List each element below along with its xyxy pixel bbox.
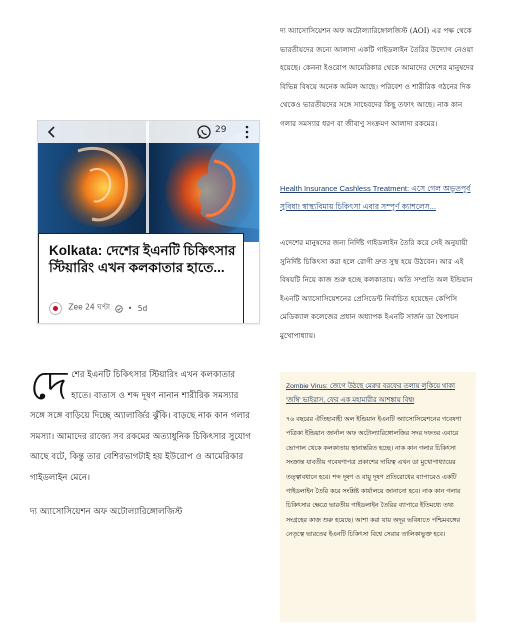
right-column [280,0,476,635]
whatsapp-icon[interactable] [196,124,212,140]
related-box [280,372,476,622]
drop-cap: দে [30,363,68,409]
card-body[interactable] [38,233,244,323]
share-count: 29 [215,125,227,135]
left-paragraph-2: দ্য অ্যাসোসিয়েশন অফ অটোল্যারিঙ্গোলজিস্ট [30,507,183,517]
left-column [30,0,252,635]
zee-logo-icon [49,302,62,315]
lead-text: শের ইএনটি চিকিৎসার স্টিয়ারিং এখন কলকাতার হাতে। বাতাস ও শব্দ দূষণ নানান শারীরিক সমস্যার সঙ্গে সঙ্গে বাড়িয়ে দিচ্ছে অ্যালার্জির ঝুঁকি। বাড়ছে নাক কান গলার সমস্যা। আমাদের রাজ্যে সব রকমের অত্যাধুনিক চিকিৎসার সুযোগ আছে বটে, কিন্তু তার বেশিরভাগটাই হয় ইউরোপ ও আমেরিকার গাইডলাইন মেনে। [30,370,251,483]
more-vertical-icon[interactable] [244,124,250,140]
right-paragraph-1: দ্য অ্যাসোসিয়েশন অফ অটোল্যারিঙ্গোলজিস্ট (AOI) এর পক্ষ থেকে ভারতীয়দের জন্যে আলাদা একটি গাইডলাইন তৈরির উদ্যোগ নেওয়া হয়েছে। কেননা ইওরোপ আমেরিকার থেকে আমাদের দেশের মানুষদের বিভিন্ন বিষয়ে অনেক অমিল আছে। পরিবেশ ও শারীরিক গঠনের দিক থেকেও ভারতীয়দের সঙ্গে সাহেবদের কিছু তফাৎ আছে। নাক কান গলার সমস্যার ধরণ বা জীবাণু সংক্রমণ আলাদা রকমের। [280,26,474,128]
meta-separator: • [127,304,133,313]
right-paragraph-3: ৭৬ বছরের ঐতিহ্যবাহী অল ইন্ডিয়ান ইএনটি অ্যাসোসিয়েশনের গবেষণা পত্রিকা ইন্ডিয়ান জার্নাল অফ অটোল্যারিঙ্গোলজির সদর দফতর এবারে ভোপাল থেকে কলকাতায় স্থানান্তরিত হচ্ছে। নাক কান গলার চিকিৎসা সংক্রান্ত যাবতীয় গবেষণাপত্র প্রকাশের দায়িত্ব এখন ডা মুখোপাধ্যায়ের তত্ত্বাবধানে হবে। শব্দ দূষণ ও বায়ু দূষণ প্রতিরোধের ব্যাপারেও একটি গাইডলাইন তৈরি করে সংশ্লিষ্ট কার্যালয়ে জানানো হবে। নাক কান গলার চিকিৎসার ক্ষেত্রে ভারতীয় গাইডলাইন তৈরির ব্যাপারে ইতিমধ্যে তথ্য সংগ্রহের কাজ শুরু হয়েছে। আশা করা যায় অদূর ভবিষ্যতে পশ্চিমবঙ্গের নেতৃত্বে ভারতের ইএনটি চিকিৎসা বিশ্বে সেরার তালিকাভুক্ত হবে। [286,416,462,539]
card-title[interactable]: Kolkata: দেশের ইএনটি চিকিৎসার স্টিয়ারিং এখন কলকাতার হাতে... [49,243,236,275]
related-link-health-insurance[interactable]: Health Insurance Cashless Treatment: এসে গেল অভূতপূর্ব সুবিধা! স্বাস্থ্যবিমায় চিকিৎসা এবার সম্পূর্ণ ক্যাশলেস... [280,184,471,211]
lead-paragraph [30,365,252,489]
card-topbar [38,121,259,143]
card-image[interactable] [38,121,259,242]
back-arrow-icon[interactable] [44,124,60,140]
related-link-zombie-virus[interactable]: Zombie Virus: জেগে উঠছে মেরুর বরফের তলায় লুকিয়ে থাকা 'জম্বি' ভাইরাস, ফের এক মহামারীর আশঙ্কায় বিশ্ব! [286,383,456,404]
verified-icon [115,305,123,313]
news-card[interactable] [37,120,260,324]
card-source: Zee 24 ঘণ্টা [68,302,111,312]
card-time: 5d [137,304,148,313]
right-paragraph-2: এদেশের মানুষদের জন্য নির্দিষ্ট গাইডলাইন তৈরি করে সেই অনুযায়ী সুনির্দিষ্ট চিকিৎসা করা হলে রোগী দ্রুত সুস্থ হয়ে উঠবেন। আর এই বিষয়টি নিয়ে কাজ শুরু হচ্ছে কলকাতায়। অতি সম্প্রতি অল ইন্ডিয়ান ইএনটি অ্যাসোসিয়েশনের প্রেসিডেন্ট নির্বাচিত হয়েছেন কেপিসি মেডিক্যাল কলেজের প্রধান অধ্যাপক ইএনটি সার্জন ডা দ্বৈপায়ন মুখোপাধ্যায়। [280,238,473,340]
card-meta [49,302,147,316]
